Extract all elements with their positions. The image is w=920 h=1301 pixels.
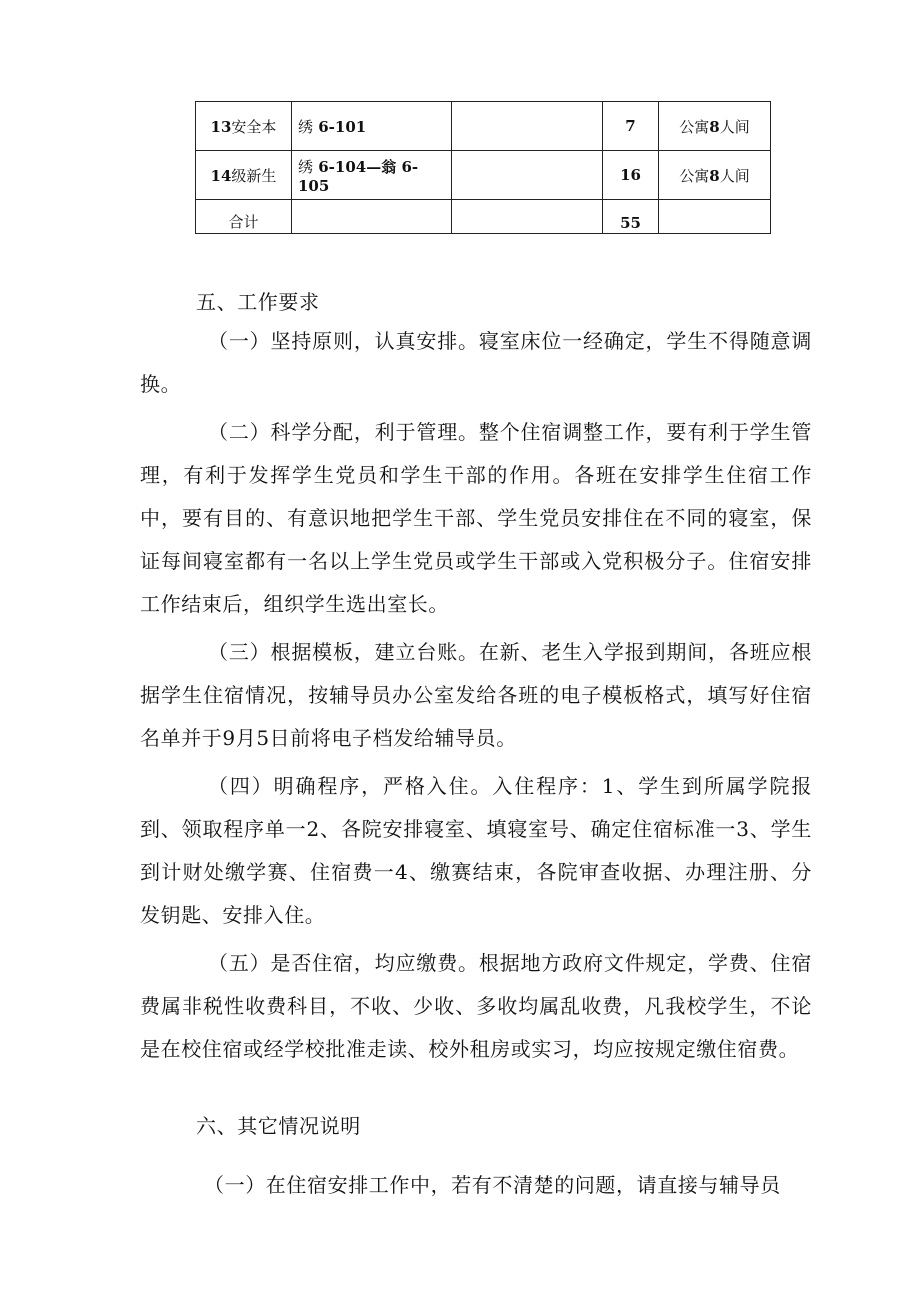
section-heading-5: 五、工作要求 bbox=[196, 290, 320, 314]
room-cell: 绣 6-101 bbox=[292, 102, 452, 151]
section-6-body bbox=[140, 1164, 812, 1207]
paragraph-1: （一）坚持原则，认真安排。寝室床位一经确定，学生不得随意调换。 bbox=[140, 329, 812, 396]
type-cell: 公寓8人间 bbox=[659, 102, 771, 151]
type-cell: 公寓8人间 bbox=[659, 151, 771, 200]
table-row bbox=[196, 102, 771, 151]
count-cell: 16 bbox=[603, 151, 659, 200]
blank-cell bbox=[452, 200, 603, 234]
paragraph-2: （二）科学分配，利于管理。整个住宿调整工作，要有利于学生管理，有利于发挥学生党员和学生干部的作用。各班在安排学生住宿工作中，要有目的、有意识地把学生干部、学生党员安排住在不同的寝室，保证每间寝室都有一名以上学生党员或学生干部或入党积极分子。住宿安排工作结束后，组织学生选出室长。 bbox=[140, 420, 812, 616]
section-5-body bbox=[140, 320, 812, 1071]
table-row bbox=[196, 151, 771, 200]
paragraph-3: （三）根据模板，建立台账。在新、老生入学报到期间，各班应根据学生住宿情况，按辅导员办公室发给各班的电子模板格式，填写好住宿名单并于9月5日前将电子档发给辅导员。 bbox=[140, 640, 812, 750]
paragraph-6-1: （一）在住宿安排工作中，若有不清楚的问题，请直接与辅导员 bbox=[204, 1173, 781, 1197]
section-heading-6: 六、其它情况说明 bbox=[196, 1114, 361, 1138]
dormitory-table bbox=[195, 101, 771, 234]
table-total-row bbox=[196, 200, 771, 234]
grade-cell: 14级新生 bbox=[196, 151, 292, 200]
blank-cell bbox=[292, 200, 452, 234]
paragraph-4: （四）明确程序，严格入住。入住程序：1、学生到所属学院报到、领取程序单一2、各院安排寝室、填寝室号、确定住宿标准一3、学生到计财处缴学赛、住宿费一4、缴赛结束，各院审查收据、办理注册、分发钥匙、安排入住。 bbox=[140, 774, 812, 927]
room-cell: 绣 6-104—翁 6-105 bbox=[292, 151, 452, 200]
total-label-cell: 合计 bbox=[196, 200, 292, 234]
blank-cell bbox=[452, 151, 603, 200]
blank-cell bbox=[659, 200, 771, 234]
total-count-cell: 55 bbox=[603, 200, 659, 234]
paragraph-5: （五）是否住宿，均应缴费。根据地方政府文件规定，学费、住宿费属非税性收费科目，不收、少收、多收均属乱收费，凡我校学生，不论是在校住宿或经学校批准走读、校外租房或实习，均应按规定缴住宿费。 bbox=[140, 951, 812, 1061]
grade-cell: 13安全本 bbox=[196, 102, 292, 151]
count-cell: 7 bbox=[603, 102, 659, 151]
blank-cell bbox=[452, 102, 603, 151]
